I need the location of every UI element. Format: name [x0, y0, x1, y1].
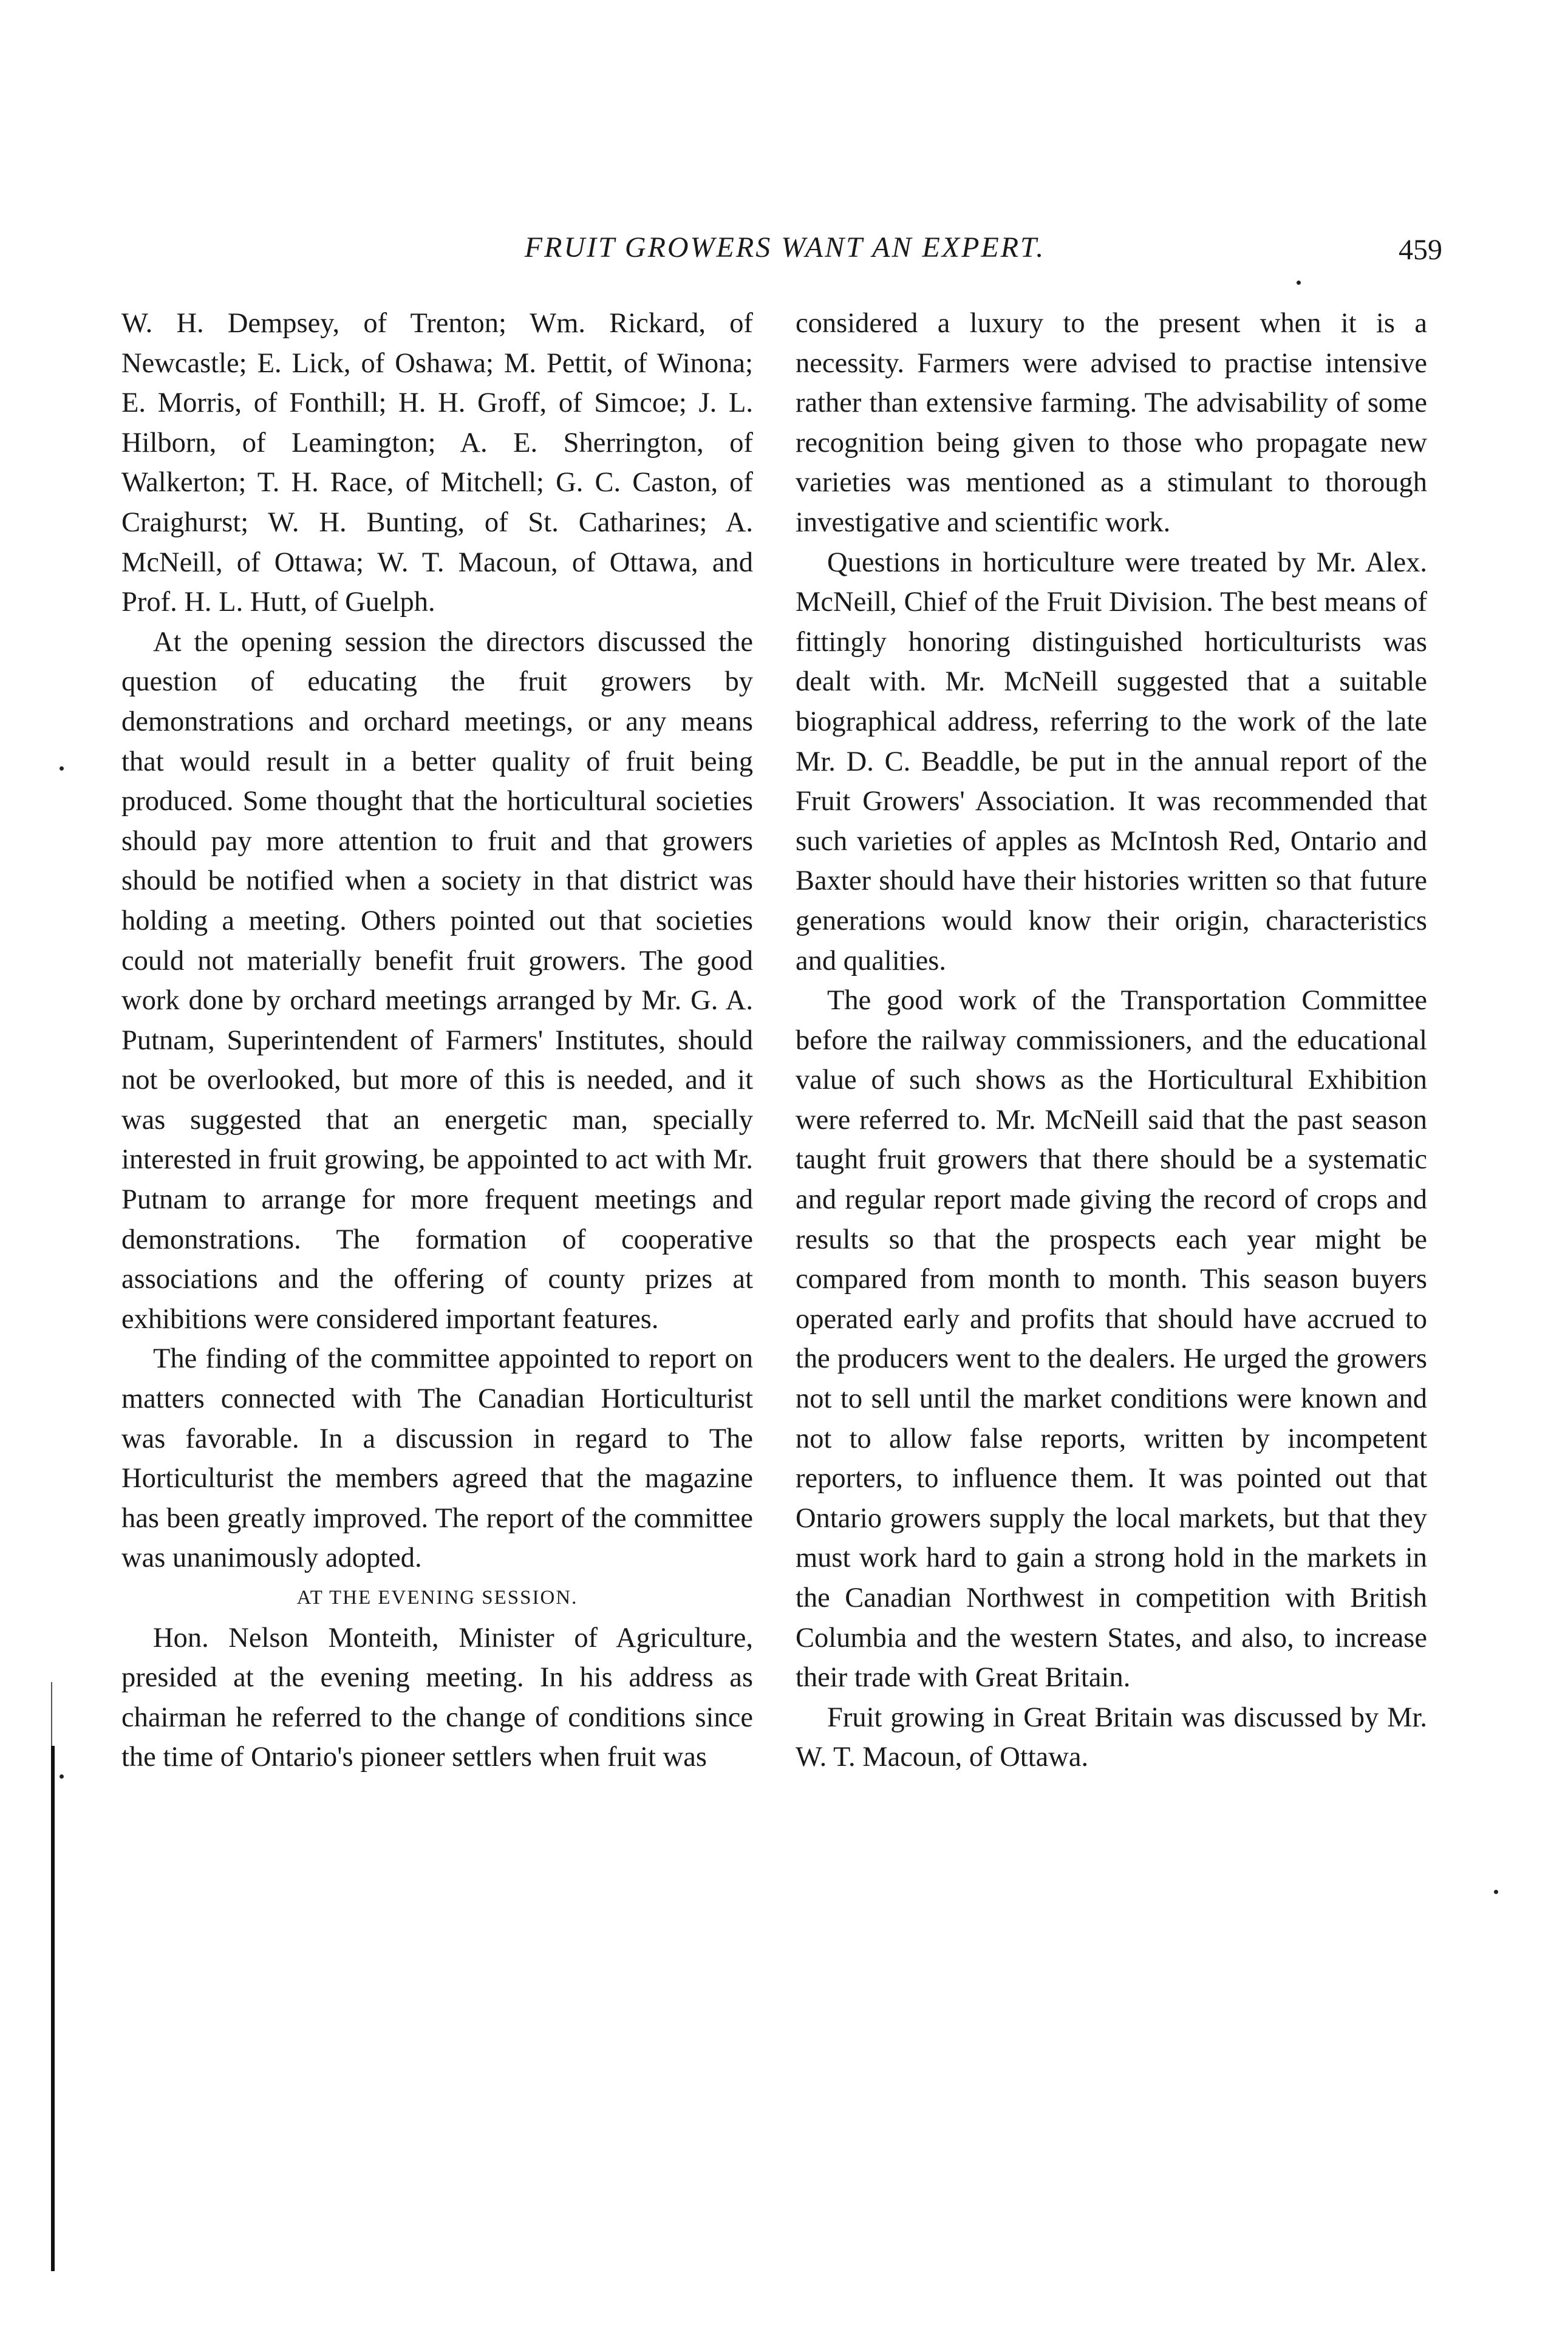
paragraph: The good work of the Transportation Committee before the railway commissioners, and the educational value of such shows as the Horticultural Exhibition were referred to. Mr. McNeill said that the past season taught fruit growers that there should be a systematic and regular report made giving the record of crops and results so that the prospects each year might be compared from month to month. This season buyers operated early and profits that should have accrued to the producers went to the dealers. He urged the growers not to sell until the market conditions were known and not to allow false reports, written by incompetent reporters, to influence them. It was pointed out that Ontario growers supply the local markets, but that they must work hard to gain a strong hold in the markets in the Canadian Northwest in competition with British Columbia and the western States, and also, to increase their trade with Great Britain. [796, 985, 1427, 1694]
margin-dot [60, 1774, 64, 1779]
paragraph: considered a luxury to the present when it is a necessity. Farmers were advised to practise intensive rather than extensive farming. The advisability of some recognition being given to those who propagate new varieties was mentioned as a stimulant to thorough investigative and scientific work. [796, 308, 1427, 538]
right-column [796, 304, 1427, 1777]
margin-rule [51, 1746, 55, 2271]
paragraph: Fruit growing in Great Britain was discussed by Mr. W. T. Macoun, of Ottawa. [796, 1702, 1427, 1773]
page-number: 459 [1399, 234, 1442, 266]
paragraph: Questions in horticulture were treated by Mr. Alex. McNeill, Chief of the Fruit Division. The best means of fittingly honoring distinguished horticulturists was dealt with. Mr. McNeill suggested that a suitable biographical address, referring to the work of the late Mr. D. C. Beaddle, be put in the annual report of the Fruit Growers' Association. It was recommended that such varieties of apples as McIntosh Red, Ontario and Baxter should have their histories written so that future generations would know their origin, characteristics and qualities. [796, 547, 1427, 976]
margin-dot [1297, 281, 1301, 285]
paragraph: The finding of the committee appointed to report on matters connected with The Canadian Horticulturist was favorable. In a discussion in regard to The Horticulturist the members agreed that the magazine has been greatly improved. The report of the committee was unanimously adopted. [121, 1343, 753, 1574]
section-heading: AT THE EVENING SESSION. [296, 1587, 578, 1609]
paragraph: W. H. Dempsey, of Trenton; Wm. Rickard, of Newcastle; E. Lick, of Oshawa; M. Pettit, of Winona; E. Morris, of Fonthill; H. H. Groff, of Simcoe; J. L. Hilborn, of Leamington; A. E. Sherrington, of Walkerton; T. H. Race, of Mitchell; G. C. Caston, of Craighurst; W. H. Bunting, of St. Catharines; A. McNeill, of Ottawa; W. T. Macoun, of Ottawa, and Prof. H. L. Hutt, of Guelph. [121, 308, 753, 618]
left-column [121, 304, 753, 1777]
paragraph: Hon. Nelson Monteith, Minister of Agriculture, presided at the evening meeting. In his address as chairman he referred to the change of conditions since the time of Ontario's pioneer settlers when fruit was [121, 1622, 753, 1773]
paragraph: At the opening session the directors discussed the question of educating the fruit growers by demonstrations and orchard meetings, or any means that would result in a better quality of fruit being produced. Some thought that the horticultural societies should pay more attention to fruit and that growers should be notified when a society in that district was holding a meeting. Others pointed out that societies could not materially benefit fruit growers. The good work done by orchard meetings arranged by Mr. G. A. Putnam, Superintendent of Farmers' Institutes, should not be overlooked, but more of this is needed, and it was suggested that an energetic man, specially interested in fruit growing, be appointed to act with Mr. Putnam to arrange for more frequent meetings and demonstrations. The formation of cooperative associations and the offering of county prizes at exhibitions were considered important features. [121, 626, 753, 1335]
margin-rule [51, 1682, 52, 1755]
running-title: FRUIT GROWERS WANT AN EXPERT. [524, 231, 1046, 264]
margin-dot [60, 766, 64, 771]
running-header [128, 231, 1442, 279]
margin-dot [1494, 1890, 1498, 1894]
